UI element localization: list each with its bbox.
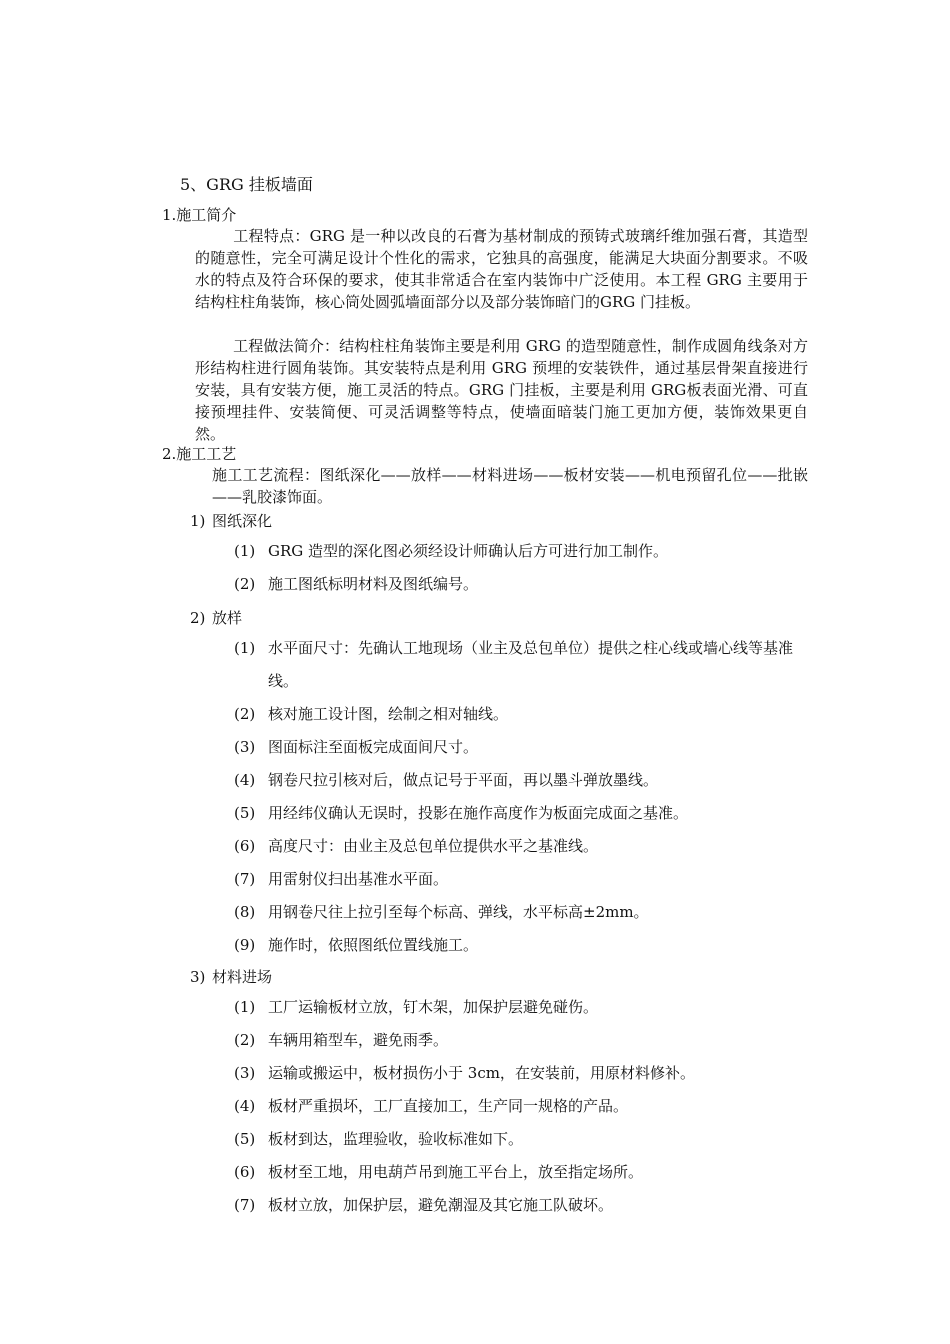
list-item-text: 车辆用箱型车，避免雨季。 [268, 1031, 449, 1049]
list-item-text: 板材立放，加保护层，避免潮湿及其它施工队破坏。 [268, 1196, 614, 1214]
list-item [234, 929, 808, 962]
paragraph-method-intro [195, 335, 808, 445]
list-item [234, 698, 808, 731]
list-item-number: (5) [234, 804, 256, 822]
subsection-number: 3) [190, 968, 206, 986]
list-item [234, 1024, 808, 1057]
paragraph-method-intro-text: 工程做法简介：结构柱柱角装饰主要是利用 GRG 的造型随意性，制作成圆角线条对方形结构柱进行圆角装饰。其安装特点是利用 GRG 预埋的安装铁件，通过基层骨架直接进行安装，具有安装方便，施工灵活的特点。GRG 门挂板，主要是利用 GRG板表面光滑、可直接预埋挂件、安装简便、可灵活调整等特点，使墙面暗装门施工更加方便，装饰效果更自然。 [195, 337, 808, 443]
list-item-number: (2) [234, 575, 256, 593]
list-item [234, 1090, 808, 1123]
list-item-number: (4) [234, 1097, 256, 1115]
heading-construction-process: 2.施工工艺 [162, 445, 237, 463]
list-item [234, 1123, 808, 1156]
list-item-number: (1) [234, 639, 256, 657]
list-item-number: (5) [234, 1130, 256, 1148]
list-item-text: 核对施工设计图，绘制之相对轴线。 [268, 705, 509, 723]
list-item-text: 板材至工地，用电葫芦吊到施工平台上，放至指定场所。 [268, 1163, 644, 1181]
subsection-title: 材料进场 [212, 968, 273, 986]
list-item-text: 板材到达，监理验收，验收标准如下。 [268, 1130, 524, 1148]
list-item [234, 830, 808, 863]
list-item-text: 高度尺寸：由业主及总包单位提供水平之基准线。 [268, 837, 599, 855]
list-item-number: (2) [234, 1031, 256, 1049]
list-item-text: 板材严重损坏，工厂直接加工，生产同一规格的产品。 [268, 1097, 629, 1115]
list-item-number: (7) [234, 1196, 256, 1214]
list-item [234, 863, 808, 896]
list-item-text: 运输或搬运中，板材损伤小于 3cm，在安装前，用原材料修补。 [268, 1064, 695, 1082]
list-item [234, 797, 808, 830]
list-item-text: 施工图纸标明材料及图纸编号。 [268, 575, 479, 593]
list-item-number: (9) [234, 936, 256, 954]
list-item [234, 568, 808, 601]
subsection-title: 图纸深化 [212, 512, 273, 530]
section-title: 5、GRG 挂板墙面 [180, 175, 313, 194]
list-item [234, 991, 808, 1024]
list-item-text: 施作时，依照图纸位置线施工。 [268, 936, 479, 954]
list-item-text: 钢卷尺拉引核对后，做点记号于平面，再以墨斗弹放墨线。 [268, 771, 659, 789]
list-item [234, 731, 808, 764]
subsection-number: 1) [190, 512, 206, 530]
list-item [234, 632, 808, 698]
list-item-number: (3) [234, 1064, 256, 1082]
list-item-text: 水平面尺寸：先确认工地现场（业主及总包单位）提供之柱心线或墙心线等基准线。 [268, 639, 794, 690]
list-item-text: 图面标注至面板完成面间尺寸。 [268, 738, 479, 756]
list-item-text: 用雷射仪扫出基准水平面。 [268, 870, 449, 888]
list-item [234, 1189, 808, 1222]
list-item [234, 1156, 808, 1189]
list-item-number: (2) [234, 705, 256, 723]
subsection-title: 放样 [212, 609, 243, 627]
list-item-number: (1) [234, 998, 256, 1016]
heading-construction-intro: 1.施工简介 [162, 206, 237, 224]
list-item-text: 用钢卷尺往上拉引至每个标高、弹线，水平标高±2mm。 [268, 903, 649, 921]
list-item [234, 1057, 808, 1090]
subsection-drawing-deepening [190, 510, 272, 531]
list-item [234, 764, 808, 797]
list-item-number: (6) [234, 837, 256, 855]
list-item-number: (3) [234, 738, 256, 756]
paragraph-project-features [195, 225, 808, 313]
process-flow: 施工工艺流程：图纸深化——放样——材料进场——板材安装——机电预留孔位——批嵌——乳胶漆饰面。 [212, 466, 808, 506]
subsection-number: 2) [190, 609, 206, 627]
list-item [234, 896, 808, 929]
list-item-text: 用经纬仪确认无误时，投影在施作高度作为板面完成面之基准。 [268, 804, 689, 822]
subsection-layout [190, 607, 242, 628]
list-item-number: (6) [234, 1163, 256, 1181]
list-item [234, 535, 808, 568]
list-item-text: 工厂运输板材立放，钉木架，加保护层避免碰伤。 [268, 998, 599, 1016]
list-item-number: (8) [234, 903, 256, 921]
list-item-number: (7) [234, 870, 256, 888]
subsection-material-arrival [190, 966, 272, 987]
list-item-number: (1) [234, 542, 256, 560]
paragraph-project-features-text: 工程特点：GRG 是一种以改良的石膏为基材制成的预铸式玻璃纤维加强石膏，其造型的随意性，完全可满足设计个性化的需求，它独具的高强度，能满足大块面分割要求。不吸水的特点及符合环保的要求，使其非常适合在室内装饰中广泛使用。本工程 GRG 主要用于结构柱柱角装饰，核心筒处圆弧墙面部分以及部分装饰暗门的GRG 门挂板。 [195, 227, 808, 311]
list-item-number: (4) [234, 771, 256, 789]
list-item-text: GRG 造型的深化图必须经设计师确认后方可进行加工制作。 [268, 542, 669, 560]
